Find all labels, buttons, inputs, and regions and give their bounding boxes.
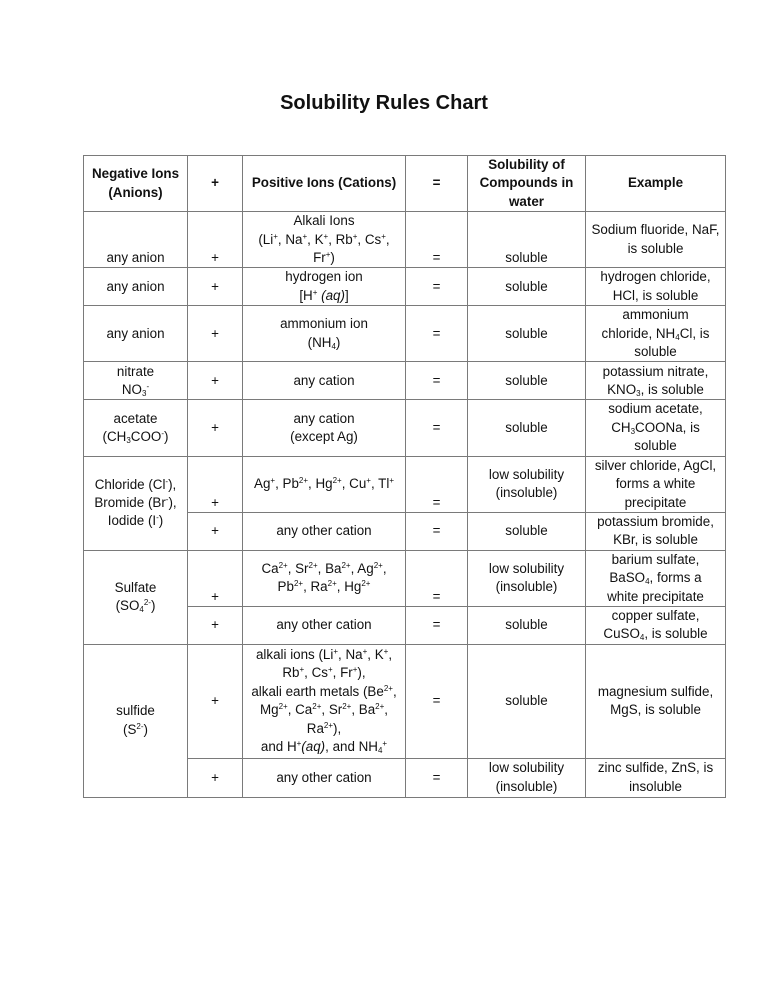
anion-cell: any anion — [84, 306, 188, 362]
solubility-cell: soluble — [468, 306, 586, 362]
cation-cell: $Ca^{2+}$, $Sr^{2+}$, $Ba^{2+}$, $Ag^{2+}$, $Pb^{2+}$, $Ra^{2+}$, $Hg^{2+}$ — [243, 550, 406, 606]
cation-cell: any other cation — [243, 758, 406, 797]
equals-cell: = — [406, 306, 468, 362]
equals-cell: = — [406, 758, 468, 797]
plus-cell: + — [188, 456, 243, 512]
example-cell: ammonium chloride, $NH_4Cl$, is soluble — [586, 306, 726, 362]
plus-cell: + — [188, 758, 243, 797]
header-plus: + — [188, 156, 243, 212]
table-row — [84, 306, 726, 362]
plus-cell: + — [188, 550, 243, 606]
table-row — [84, 644, 726, 758]
cation-cell: Ag+, $Pb^{2+}$, $Hg^{2+}$, Cu+, Tl+ — [243, 456, 406, 512]
example-cell: Sodium fluoride, NaF, is soluble — [586, 212, 726, 268]
equals-cell: = — [406, 550, 468, 606]
solubility-cell: soluble — [468, 606, 586, 644]
solubility-cell: soluble — [468, 512, 586, 550]
solubility-cell: low solubility (insoluble) — [468, 456, 586, 512]
solubility-cell: soluble — [468, 362, 586, 400]
anion-cell: any anion — [84, 268, 188, 306]
example-cell: sodium acetate, $CH_3COONa$, is soluble — [586, 400, 726, 456]
header-example: Example — [586, 156, 726, 212]
anion-cell: any anion — [84, 212, 188, 268]
equals-cell: = — [406, 268, 468, 306]
cation-cell: alkali ions (Li+, Na+, K+, Rb+, Cs+, Fr+), alkali earth metals ($Be^{2+}$, $Mg^{2+}$, $Ca^{2+}$, $Sr^{2+}$, $Ba^{2+}$, $Ra^{2+}$), and H+(aq), and $NH_4^+$ — [243, 644, 406, 758]
plus-cell: + — [188, 362, 243, 400]
anion-cell: Sulfate $(SO_4^{2-})$ — [84, 550, 188, 644]
solubility-cell: low solubility (insoluble) — [468, 550, 586, 606]
example-cell: copper sulfate, CuSO$_4$, is soluble — [586, 606, 726, 644]
equals-cell: = — [406, 456, 468, 512]
table-row — [84, 550, 726, 606]
solubility-rules-table — [83, 155, 726, 798]
plus-cell: + — [188, 306, 243, 362]
equals-cell: = — [406, 644, 468, 758]
plus-cell: + — [188, 512, 243, 550]
example-cell: barium sulfate, BaSO$_4$, forms a white precipitate — [586, 550, 726, 606]
table-row — [84, 362, 726, 400]
header-row — [84, 156, 726, 212]
table-row — [84, 456, 726, 512]
table-row — [84, 400, 726, 456]
anion-cell: sulfide $(S^{2-})$ — [84, 644, 188, 797]
equals-cell: = — [406, 362, 468, 400]
header-anions: Negative Ions (Anions) — [84, 156, 188, 212]
table-row — [84, 212, 726, 268]
plus-cell: + — [188, 268, 243, 306]
plus-cell: + — [188, 212, 243, 268]
solubility-cell: low solubility (insoluble) — [468, 758, 586, 797]
plus-cell: + — [188, 606, 243, 644]
cation-cell: any other cation — [243, 606, 406, 644]
equals-cell: = — [406, 400, 468, 456]
plus-cell: + — [188, 644, 243, 758]
example-cell: magnesium sulfide, MgS, is soluble — [586, 644, 726, 758]
anion-cell: Chloride (Cl-), Bromide (Br-), Iodide (I-) — [84, 456, 188, 550]
solubility-cell: soluble — [468, 400, 586, 456]
solubility-cell: soluble — [468, 644, 586, 758]
equals-cell: = — [406, 212, 468, 268]
header-cations: Positive Ions (Cations) — [243, 156, 406, 212]
page-title: Solubility Rules Chart — [280, 92, 488, 114]
anion-cell: acetate $(CH_3COO^-)$ — [84, 400, 188, 456]
cation-cell: hydrogen ion [H+ (aq)] — [243, 268, 406, 306]
anion-cell: nitrate $NO_3^-$ — [84, 362, 188, 400]
cation-cell: any cation (except Ag) — [243, 400, 406, 456]
plus-cell: + — [188, 400, 243, 456]
cation-cell: any cation — [243, 362, 406, 400]
cation-cell: ammonium ion $(NH_4)$ — [243, 306, 406, 362]
example-cell: hydrogen chloride, HCl, is soluble — [586, 268, 726, 306]
solubility-cell: soluble — [468, 268, 586, 306]
cation-cell: Alkali Ions (Li+, Na+, K+, Rb+, Cs+, Fr+) — [243, 212, 406, 268]
example-cell: potassium bromide, KBr, is soluble — [586, 512, 726, 550]
table-row — [84, 268, 726, 306]
equals-cell: = — [406, 606, 468, 644]
header-equals: = — [406, 156, 468, 212]
example-cell: potassium nitrate, $KNO_3$, is soluble — [586, 362, 726, 400]
equals-cell: = — [406, 512, 468, 550]
cation-cell: any other cation — [243, 512, 406, 550]
example-cell: zinc sulfide, ZnS, is insoluble — [586, 758, 726, 797]
solubility-cell: soluble — [468, 212, 586, 268]
example-cell: silver chloride, AgCl, forms a white precipitate — [586, 456, 726, 512]
header-solubility: Solubility of Compounds in water — [468, 156, 586, 212]
